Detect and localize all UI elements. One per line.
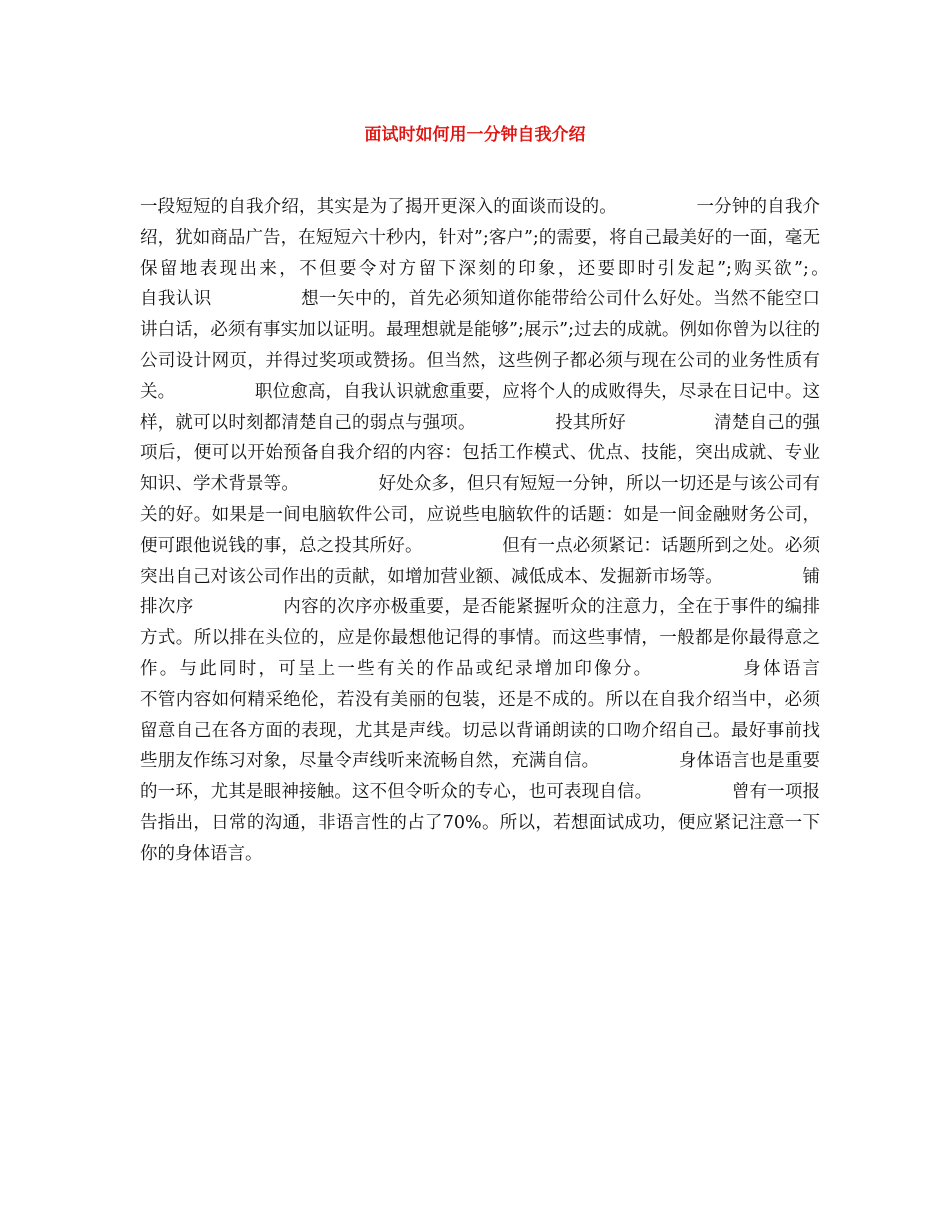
document-title: 面试时如何用一分钟自我介绍 — [364, 125, 586, 145]
document-body: 一段短短的自我介绍，其实是为了揭开更深入的面谈而设的。 一分钟的自我介绍，犹如商品广告，在短短六十秒内，针对”;客户”;的需要，将自己最美好的一面，毫无保留地表现出来，不但要令对方留下深刻的印象，还要即时引发起”;购买欲”;。 自我认识 想一矢中的，首先必须知道你能带给公司什么好处。当然不能空口讲白话，必须有事实加以证明。最理想就是能够”;展示”;过去的成就。例如你曾为以往的公司设计网页，并得过奖项或赞扬。但当然，这些例子都必须与现在公司的业务性质有关。 职位愈高，自我认识就愈重要，应将个人的成败得失，尽录在日记中。这样，就可以时刻都清楚自己的弱点与强项。 投其所好 清楚自己的强项后，便可以开始预备自我介绍的内容：包括工作模式、优点、技能，突出成就、专业知识、学术背景等。 好处众多，但只有短短一分钟，所以一切还是与该公司有关的好。如果是一间电脑软件公司，应说些电脑软件的话题：如是一间金融财务公司，便可跟他说钱的事，总之投其所好。 但有一点必须紧记：话题所到之处。必须突出自己对该公司作出的贡献，如增加营业额、减低成本、发掘新市场等。 铺排次序 内容的次序亦极重要，是否能紧握听众的注意力，全在于事件的编排方式。所以排在头位的，应是你最想他记得的事情。而这些事情，一般都是你最得意之作。与此同时，可呈上一些有关的作品或纪录增加印像分。 身体语言 不管内容如何精采绝伦，若没有美丽的包装，还是不成的。所以在自我介绍当中，必须留意自己在各方面的表现，尤其是声线。切忌以背诵朗读的口吻介绍自己。最好事前找些朋友作练习对象，尽量令声线听来流畅自然，充满自信。 身体语言也是重要的一环，尤其是眼神接触。这不但令听众的专心，也可表现自信。 曾有一项报告指出，日常的沟通，非语言性的占了70%。所以，若想面试成功，便应紧记注意一下你的身体语言。 — [140, 197, 908, 864]
